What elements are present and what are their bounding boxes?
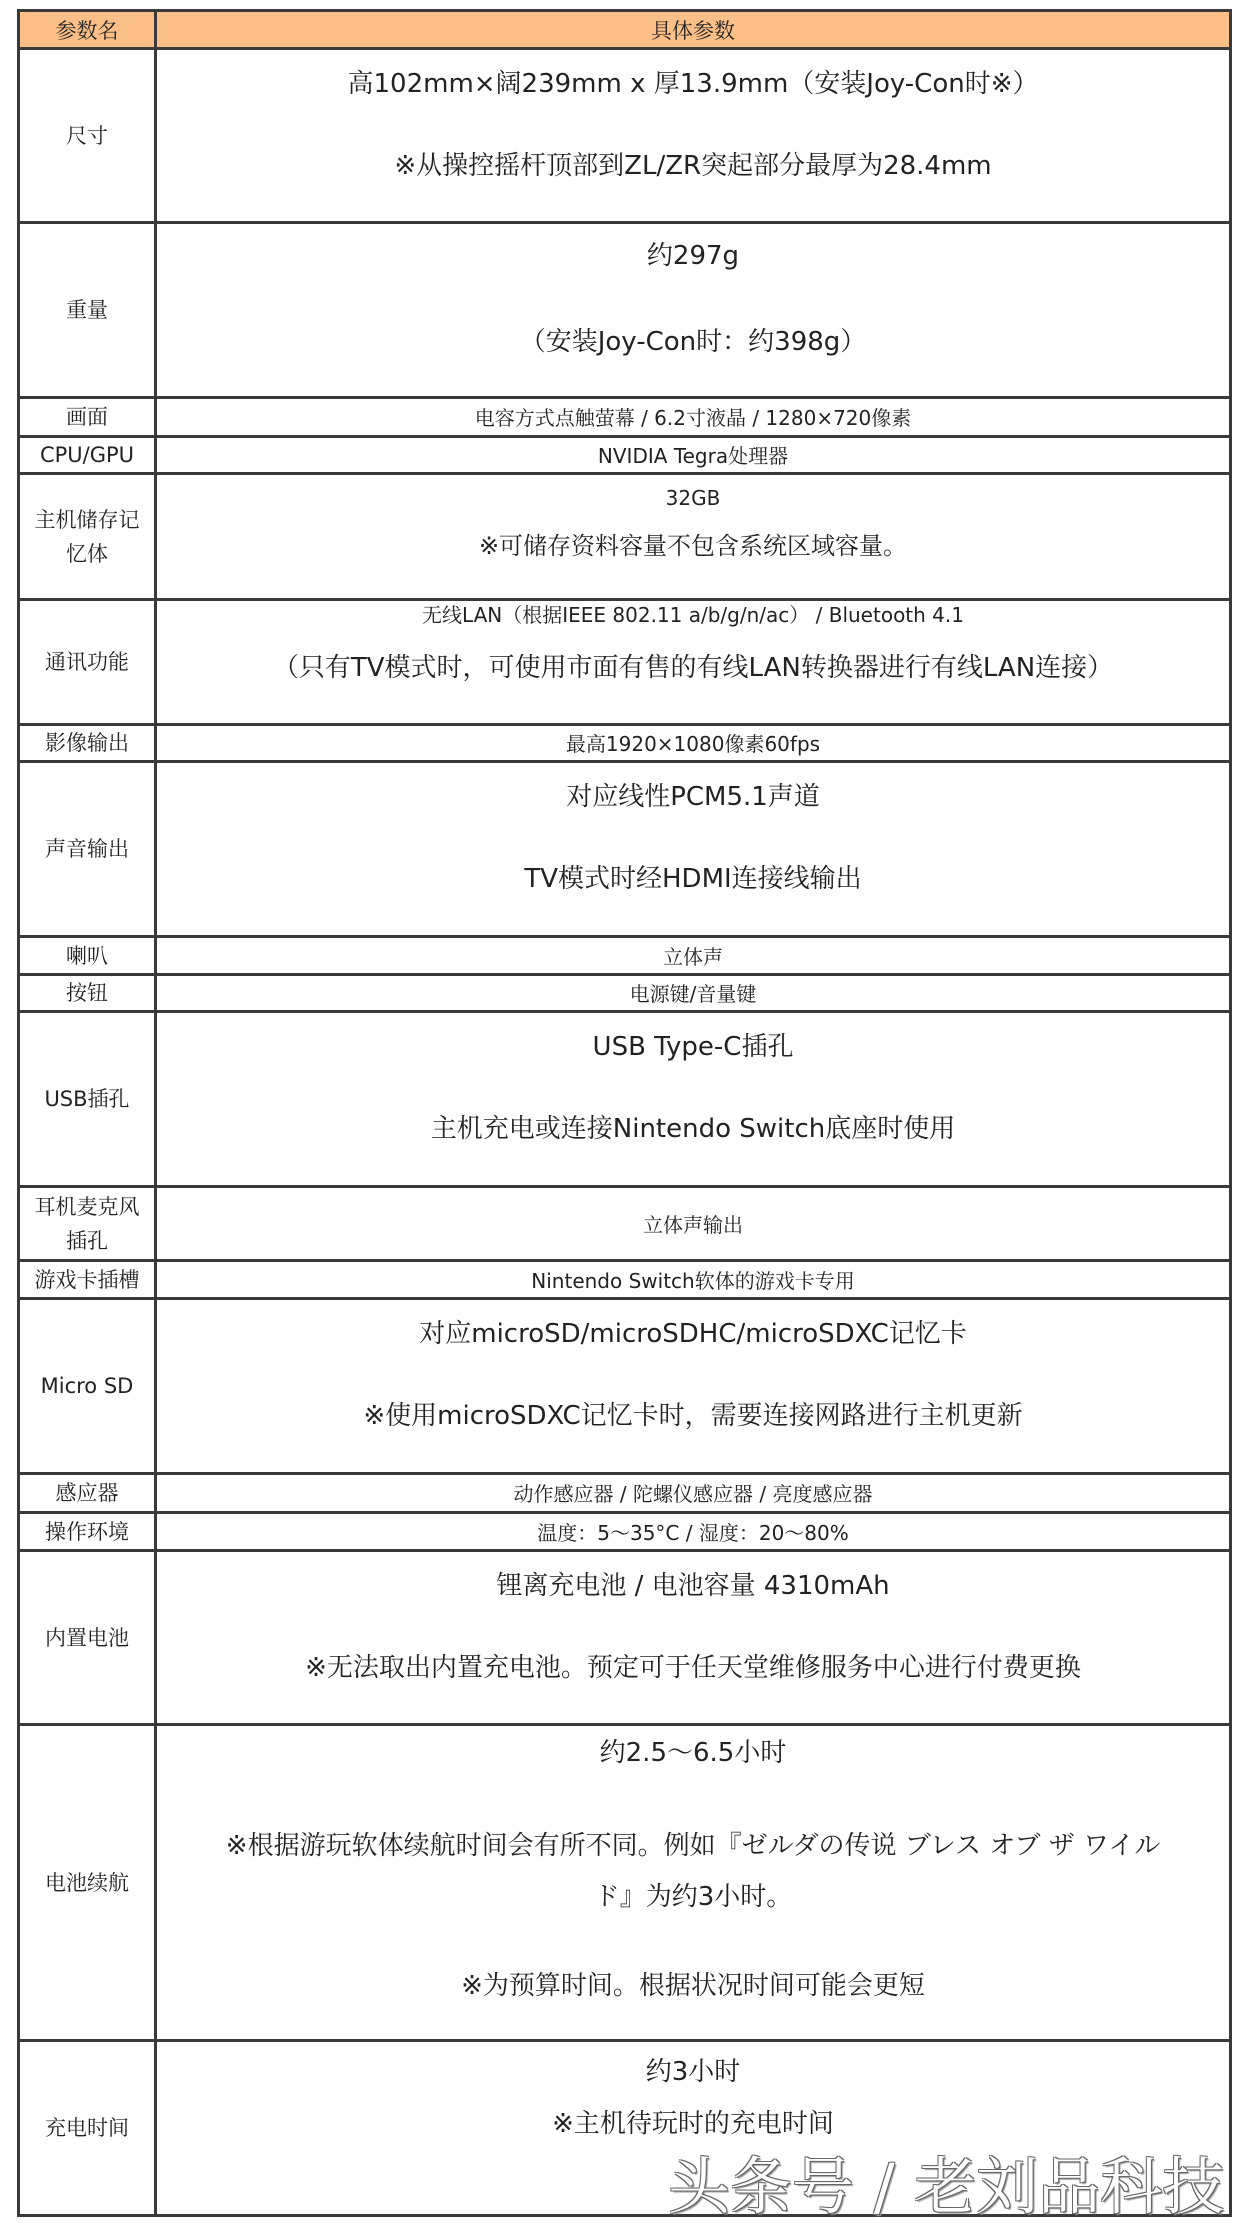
param-value-line: ド』为约3小时。 [593, 1882, 793, 1912]
param-value [156, 975, 1231, 1012]
table-row [19, 1474, 1231, 1513]
table-row [19, 937, 1231, 975]
param-value [156, 1513, 1231, 1551]
param-value [156, 1551, 1231, 1725]
param-value-line: 高102mm×阔239mm x 厚13.9mm（安装Joy-Con时※） [347, 69, 1039, 99]
param-value-line: 动作感应器 / 陀螺仪感应器 / 亮度感应器 [513, 1482, 873, 1506]
param-value-line: NVIDIA Tegra处理器 [597, 444, 789, 468]
param-name: 游戏卡插槽 [19, 1261, 156, 1299]
param-value [156, 1474, 1231, 1513]
table-row [19, 437, 1231, 474]
param-value-line: ※可储存资料容量不包含系统区域容量。 [478, 532, 908, 560]
param-value-line: 立体声输出 [643, 1213, 743, 1237]
param-name: Micro SD [19, 1299, 156, 1474]
param-name: 按钮 [19, 975, 156, 1012]
param-value-line: 32GB [665, 486, 721, 510]
param-value [156, 937, 1231, 975]
param-name: 电池续航 [19, 1725, 156, 2041]
param-value-line: ※主机待玩时的充电时间 [552, 2109, 834, 2139]
param-value [156, 1299, 1231, 1474]
header-param-value: 具体参数 [156, 11, 1231, 49]
watermark: 头条号 / 老刘品科技 [668, 2150, 1225, 2223]
param-name: 感应器 [19, 1474, 156, 1513]
param-value [156, 398, 1231, 437]
param-name: 重量 [19, 223, 156, 398]
param-value [156, 1261, 1231, 1299]
param-value [156, 762, 1231, 937]
table-row [19, 725, 1231, 762]
param-value-line: 温度：5～35°C / 湿度：20～80% [537, 1521, 849, 1545]
param-value-line: 立体声 [663, 945, 723, 969]
param-name: 声音输出 [19, 762, 156, 937]
param-name: 充电时间 [19, 2041, 156, 2216]
param-value [156, 474, 1231, 600]
param-name: 影像输出 [19, 725, 156, 762]
param-value-line: （安装Joy-Con时：约398g） [519, 327, 867, 357]
param-value-line: 对应microSD/microSDHC/microSDXC记忆卡 [419, 1319, 967, 1349]
table-row [19, 49, 1231, 223]
param-value-line: 约297g [646, 241, 740, 271]
spec-table [17, 9, 1232, 2217]
table-row [19, 600, 1231, 725]
param-value [156, 725, 1231, 762]
param-value-line: 对应线性PCM5.1声道 [566, 782, 820, 812]
param-name: 内置电池 [19, 1551, 156, 1725]
param-name: 耳机麦克风插孔 [19, 1187, 156, 1261]
param-value [156, 49, 1231, 223]
table-row [19, 1513, 1231, 1551]
param-value [156, 437, 1231, 474]
table-row [19, 1725, 1231, 2041]
param-value-line: ※根据游玩软体续航时间会有所不同。例如『ゼルダの传说 ブレス オブ ザ ワイル [225, 1831, 1161, 1861]
param-value [156, 1187, 1231, 1261]
param-value-line: 无线LAN（根据IEEE 802.11 a/b/g/n/ac） / Bluetooth 4.1 [422, 603, 964, 627]
param-name: 画面 [19, 398, 156, 437]
param-value-line: 锂离充电池 / 电池容量 4310mAh [496, 1571, 890, 1601]
table-row [19, 1187, 1231, 1261]
param-value-line: TV模式时经HDMI连接线输出 [524, 864, 862, 894]
param-value-line: 主机充电或连接Nintendo Switch底座时使用 [430, 1114, 956, 1144]
table-row [19, 762, 1231, 937]
table-row [19, 1551, 1231, 1725]
param-value-line: 约3小时 [645, 2057, 741, 2087]
param-value-line: 电容方式点触萤幕 / 6.2寸液晶 / 1280×720像素 [474, 406, 912, 430]
param-value-line: 电源键/音量键 [629, 982, 757, 1006]
param-value-line: 约2.5～6.5小时 [599, 1738, 787, 1768]
param-value-line: ※使用microSDXC记忆卡时，需要连接网路进行主机更新 [363, 1401, 1023, 1431]
param-value-line: （只有TV模式时，可使用市面有售的有线LAN转换器进行有线LAN连接） [272, 653, 1114, 683]
param-name: 主机储存记忆体 [19, 474, 156, 600]
table-row [19, 398, 1231, 437]
param-value-line: ※从操控摇杆顶部到ZL/ZR突起部分最厚为28.4mm [394, 151, 992, 181]
header-param-name: 参数名 [19, 11, 156, 49]
table-row [19, 223, 1231, 398]
param-value-line: 最高1920×1080像素60fps [565, 732, 821, 756]
param-value [156, 223, 1231, 398]
param-value-line: USB Type-C插孔 [592, 1032, 794, 1062]
table-row [19, 1261, 1231, 1299]
param-value [156, 1725, 1231, 2041]
param-name: 通讯功能 [19, 600, 156, 725]
param-value [156, 600, 1231, 725]
table-row [19, 1299, 1231, 1474]
param-value-line: ※无法取出内置充电池。预定可于任天堂维修服务中心进行付费更换 [305, 1653, 1081, 1683]
param-name: CPU/GPU [19, 437, 156, 474]
param-value [156, 1012, 1231, 1187]
param-name: 操作环境 [19, 1513, 156, 1551]
table-row [19, 1012, 1231, 1187]
param-name: 尺寸 [19, 49, 156, 223]
param-value-line: ※为预算时间。根据状况时间可能会更短 [461, 1971, 925, 2001]
table-header-row [19, 11, 1231, 49]
param-name: USB插孔 [19, 1012, 156, 1187]
table-row [19, 975, 1231, 1012]
param-value-line: Nintendo Switch软体的游戏卡专用 [531, 1269, 855, 1293]
table-row [19, 474, 1231, 600]
param-name: 喇叭 [19, 937, 156, 975]
